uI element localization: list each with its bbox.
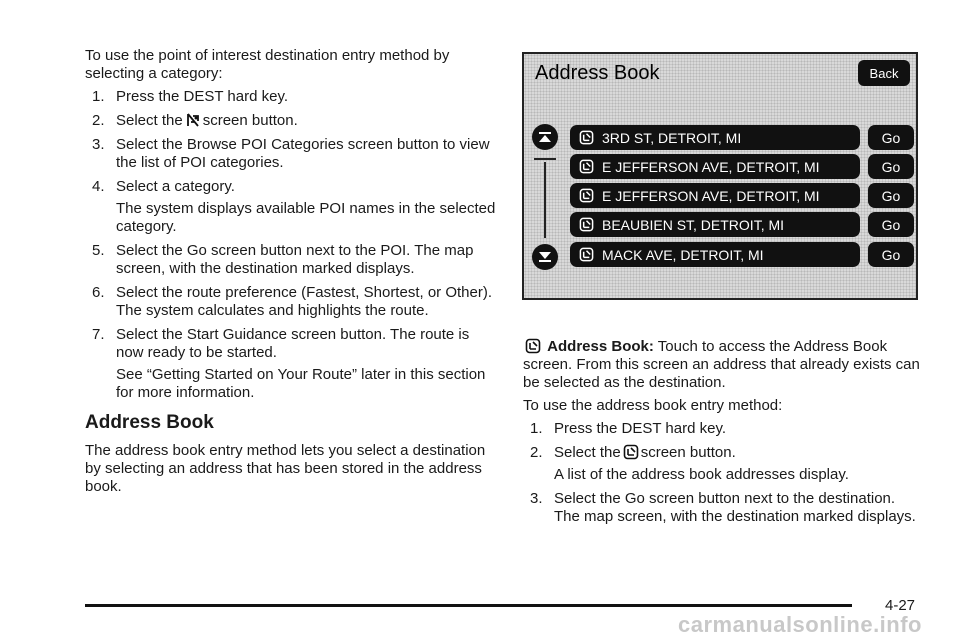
poi-category-icon	[185, 112, 201, 128]
step-note: The system displays available POI names in the selected category.	[116, 200, 496, 235]
address-book-icon	[623, 444, 639, 460]
address-label: E JEFFERSON AVE, DETROIT, MI	[602, 158, 820, 175]
step-text: Select the Browse POI Categories screen button to view the list of POI categories.	[116, 136, 490, 171]
address-entry-button[interactable]	[570, 183, 860, 208]
screen-title: Address Book	[535, 62, 660, 84]
step-number: 3.	[530, 490, 543, 507]
step-text: Select the Start Guidance screen button. The route is now ready to be started.	[116, 326, 470, 361]
term-definition	[523, 338, 923, 392]
step-number: 3.	[92, 136, 105, 153]
section-heading: Address Book	[85, 412, 214, 433]
address-entry-button[interactable]	[570, 212, 860, 237]
address-label: MACK AVE, DETROIT, MI	[602, 246, 764, 263]
scroll-thumb[interactable]	[534, 158, 556, 160]
list-item	[85, 284, 500, 320]
step-number: 7.	[92, 326, 105, 343]
step-number: 1.	[530, 420, 543, 437]
address-book-icon	[579, 247, 594, 262]
go-button[interactable]: Go	[868, 212, 914, 237]
scroll-up-icon	[538, 131, 552, 143]
list-item	[523, 490, 923, 526]
list-item	[523, 420, 923, 438]
list-item	[85, 112, 500, 130]
step-text: Press the DEST hard key.	[116, 88, 289, 105]
address-book-icon	[579, 159, 594, 174]
right-column	[523, 338, 923, 532]
address-label: BEAUBIEN ST, DETROIT, MI	[602, 216, 785, 233]
step-number: 2.	[92, 112, 105, 129]
step-text: Select the route preference (Fastest, Shortest, or Other). The system calculates and highlights the route.	[116, 284, 493, 319]
list-item	[523, 444, 923, 462]
address-label: 3RD ST, DETROIT, MI	[602, 129, 742, 146]
step-text: Select the Go screen button next to the POI. The map screen, with the destination marked displays.	[116, 242, 474, 277]
list-item	[85, 326, 500, 362]
scroll-up-button[interactable]	[532, 124, 558, 150]
list-item	[85, 88, 500, 106]
address-label: E JEFFERSON AVE, DETROIT, MI	[602, 187, 820, 204]
scroll-track[interactable]	[544, 162, 546, 238]
address-book-screen	[522, 52, 918, 300]
step-number: 5.	[92, 242, 105, 259]
step-text: Press the DEST hard key.	[554, 420, 727, 437]
step-text: Select the Go screen button next to the destination. The map screen, with the destination marked displays.	[554, 490, 916, 525]
address-entry-button[interactable]	[570, 242, 860, 267]
list-item	[85, 136, 500, 172]
address-book-icon	[579, 130, 594, 145]
go-button[interactable]: Go	[868, 183, 914, 208]
page-number: 4-27	[885, 597, 916, 614]
go-button[interactable]: Go	[868, 242, 914, 267]
footer-rule	[85, 604, 852, 607]
address-entry-button[interactable]	[570, 125, 860, 150]
step-text: Select a category.	[116, 178, 235, 195]
definition: Touch to access the Address Book screen. From this screen an address that already exists can be selected as the destination.	[523, 338, 920, 391]
step-number: 4.	[92, 178, 105, 195]
term: Address Book:	[547, 338, 654, 355]
watermark: carmanualsonline.info	[678, 612, 922, 637]
step-number: 6.	[92, 284, 105, 301]
step-text: Select the screen button.	[116, 112, 298, 129]
step-number: 1.	[92, 88, 105, 105]
list-item	[85, 178, 500, 196]
go-button[interactable]: Go	[868, 125, 914, 150]
intro-text: To use the address book entry method:	[523, 397, 783, 414]
go-button[interactable]: Go	[868, 154, 914, 179]
step-note: See “Getting Started on Your Route” later in this section for more information.	[116, 366, 486, 401]
scroll-down-button[interactable]	[532, 244, 558, 270]
list-item	[85, 242, 500, 278]
address-book-icon	[579, 217, 594, 232]
address-book-icon	[525, 338, 541, 354]
left-column	[85, 47, 500, 501]
intro-text: To use the point of interest destination entry method by selecting a category:	[85, 47, 450, 82]
scroll-down-icon	[538, 251, 552, 263]
address-book-icon	[579, 188, 594, 203]
section-body: The address book entry method lets you select a destination by selecting an address that has been stored in the address book.	[85, 442, 486, 495]
back-button[interactable]: Back	[858, 60, 910, 86]
step-text: Select the screen button.	[554, 444, 736, 461]
step-note: A list of the address book addresses display.	[554, 466, 849, 483]
step-number: 2.	[530, 444, 543, 461]
address-entry-button[interactable]	[570, 154, 860, 179]
